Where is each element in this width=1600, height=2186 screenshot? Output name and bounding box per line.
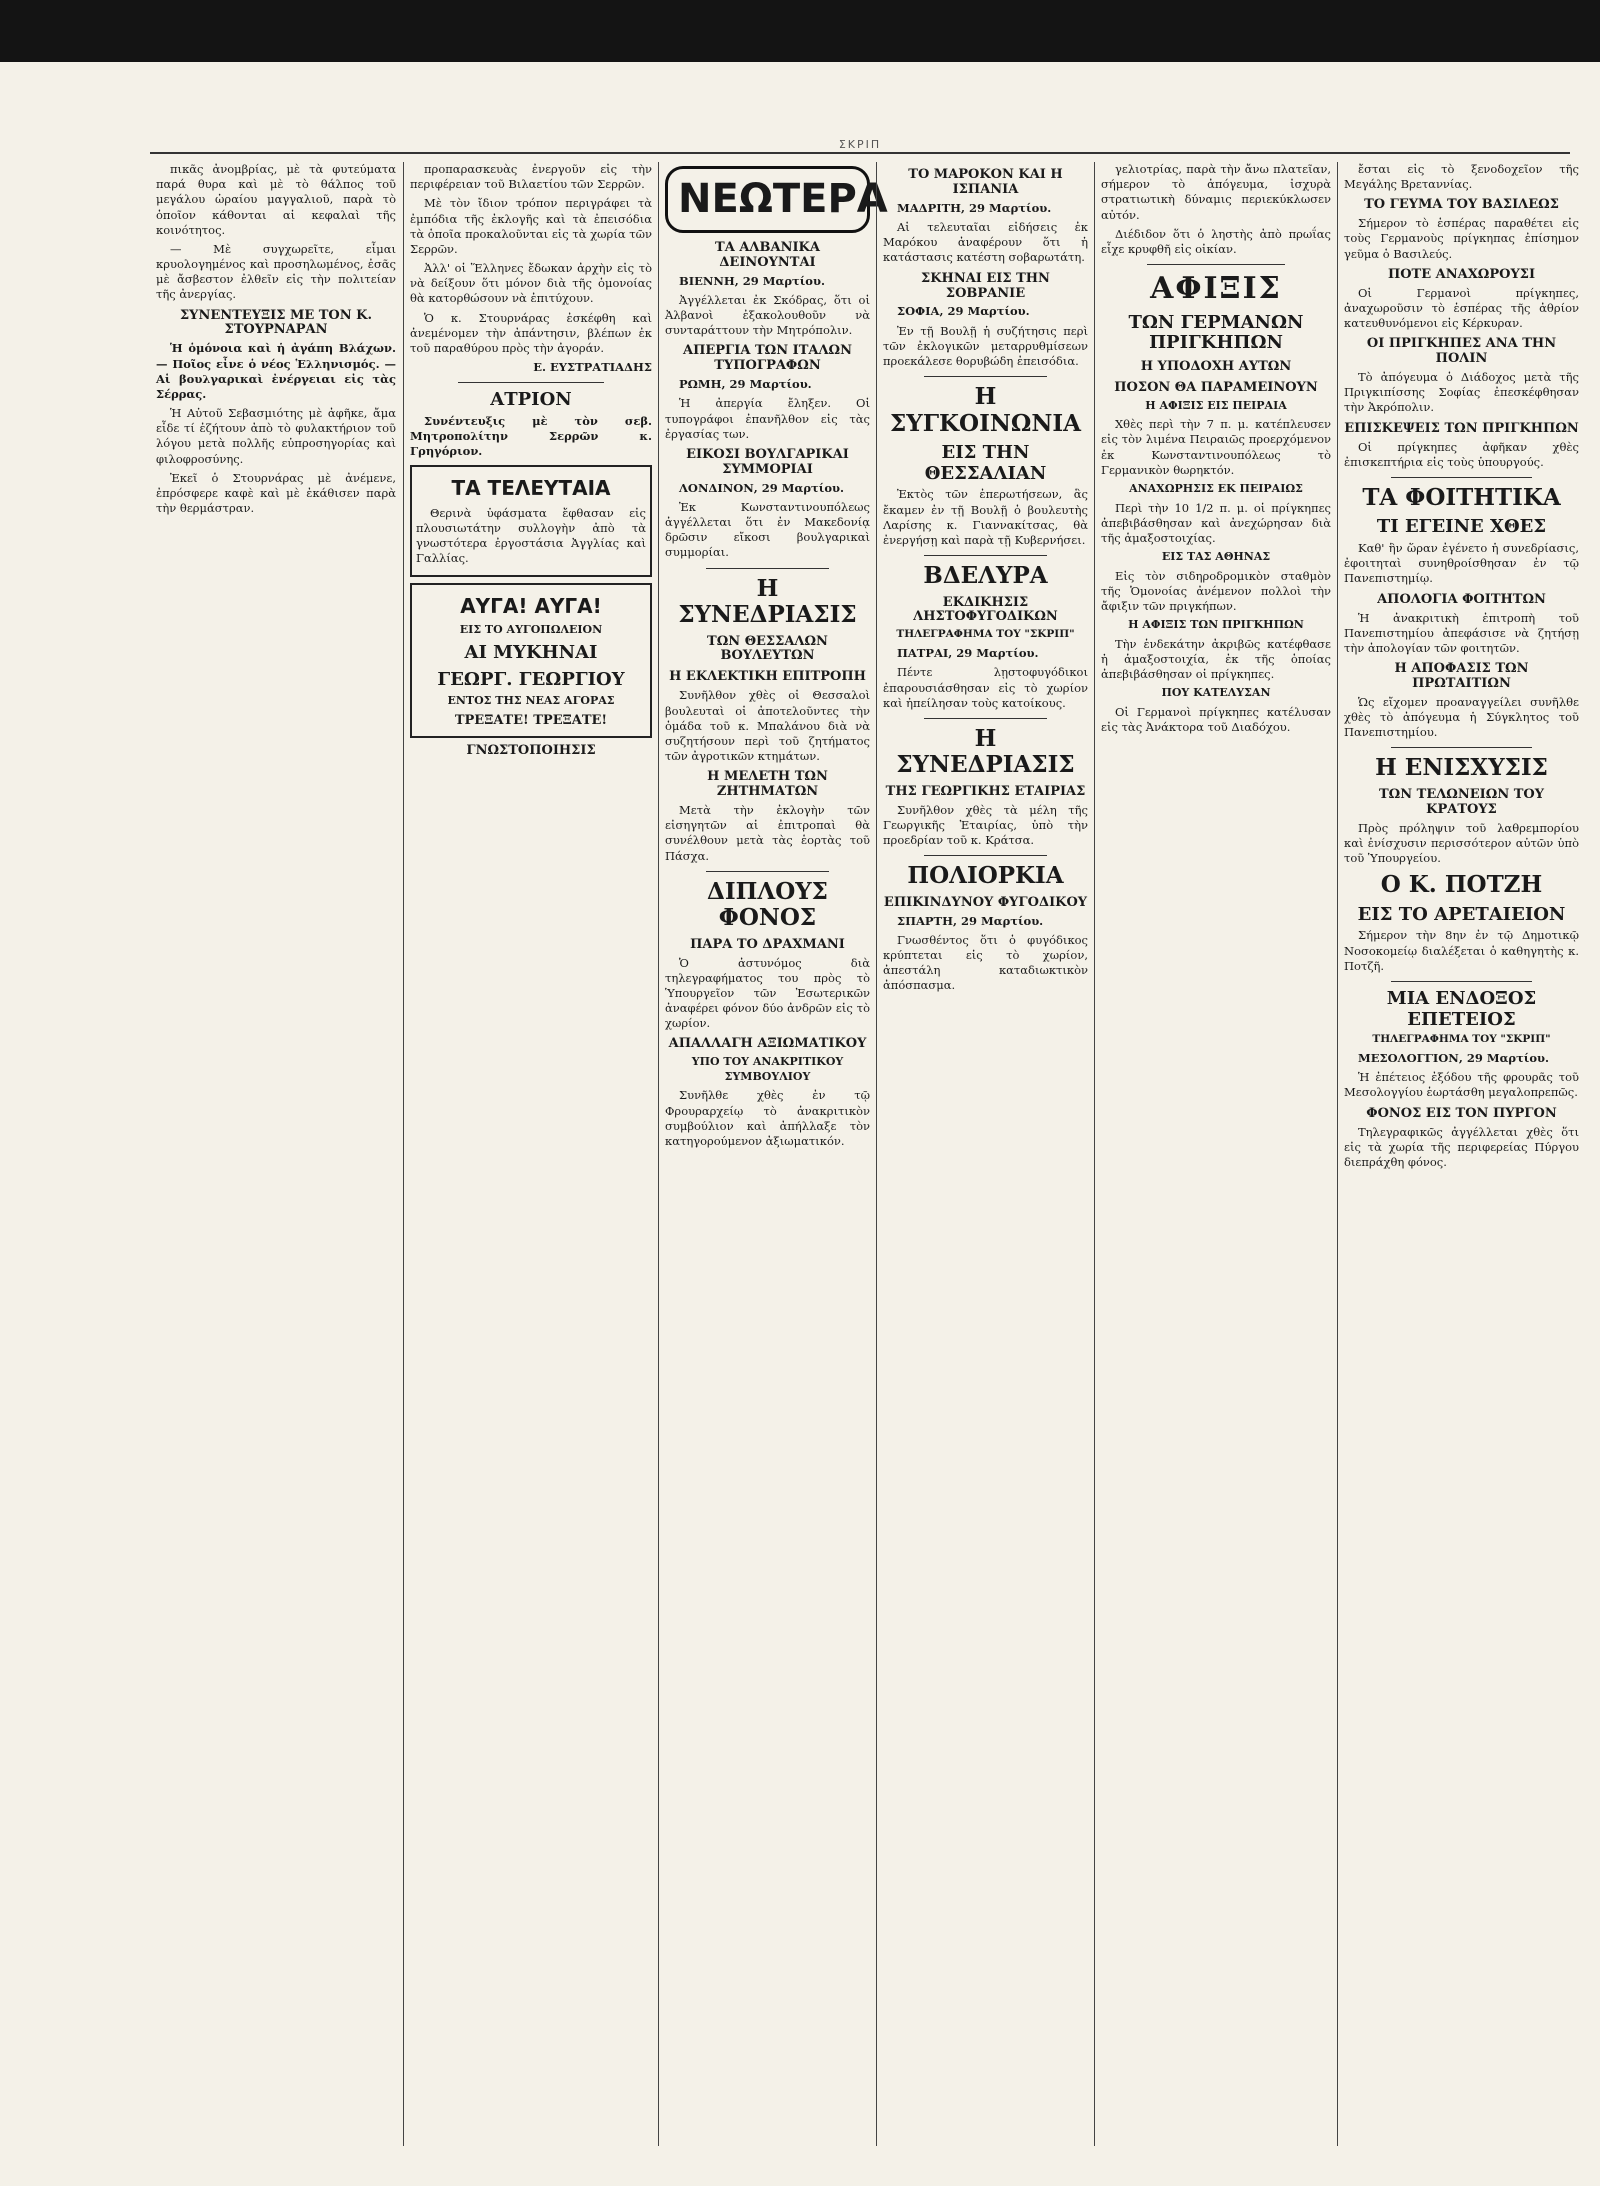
masthead-letter: Ε: [800, 176, 828, 222]
advert-title: ΤΑ ΤΕΛΕΥΤΑΙΑ: [451, 476, 611, 501]
section-subheading: ΑΝΑΧΩΡΗΣΙΣ ΕΚ ΠΕΙΡΑΙΩΣ: [1129, 481, 1303, 495]
section-heading: ΑΠΕΡΓΙΑ ΤΩΝ ΙΤΑΛΩΝ ΤΥΠΟΓΡΑΦΩΝ: [682, 343, 852, 374]
section-subheading: ΥΠΟ ΤΟΥ ΑΝΑΚΡΙΤΙΚΟΥ ΣΥΜΒΟΥΛΙΟΥ: [691, 1055, 844, 1083]
article-text: Ἡ ἐπέτειος ἐξόδου τῆς φρουρᾶς τοῦ Μεσολογγίου ἑωρτάσθη μεγαλοπρεπῶς.: [1344, 1070, 1579, 1100]
telegram-label: ΤΗΛΕΓΡΑΦΗΜΑ ΤΟΥ "ΣΚΡΙΠ": [1372, 1033, 1551, 1046]
dateline: ΛΟΝΔΙΝΟΝ, 29 Μαρτίου.: [679, 480, 844, 495]
article-text: Τὸ ἀπόγευμα ὁ Διάδοχος μετὰ τῆς Πριγκιπίσσης Σοφίας ἐπεσκέφθησαν τὴν Ἀκρόπολιν.: [1344, 370, 1579, 415]
section-heading: ΦΟΝΟΣ ΕΙΣ ΤΟΝ ΠΥΡΓΟΝ: [1366, 1105, 1557, 1121]
section-heading: ΕΙΚΟΣΙ ΒΟΥΛΓΑΡΙΚΑΙ ΣΥΜΜΟΡΙΑΙ: [686, 446, 849, 477]
article-text: Ἡ ἀπεργία ἔληξεν. Οἱ τυπογράφοι ἐπανῆλθον εἰς τὰς ἐργασίας των.: [665, 396, 870, 441]
dateline: ΜΑΔΡΙΤΗ, 29 Μαρτίου.: [897, 200, 1052, 215]
advert-text: Θερινὰ ὑφάσματα ἔφθασαν εἰς πλουσιωτάτην συλλογὴν ἀπὸ τὰ γνωστότερα ἐργοστάσια Ἀγγλίας καὶ Γαλλίας.: [416, 505, 646, 566]
article-text: Διέδιδον ὅτι ὁ ληστὴς ἀπὸ πρωΐας εἶχε κρυφθῆ εἰς οἰκίαν.: [1101, 226, 1331, 256]
article-text: Πρὸς πρόληψιν τοῦ λαθρεμπορίου καὶ ἐνίσχυσιν περισσότερον αὐτῶν ὑπὸ τοῦ Ὑπουργείου.: [1344, 820, 1579, 866]
article-text: — Μὲ συγχωρεῖτε, εἶμαι κρυολογημένος καὶ προσηλωμένος, ἐσᾶς μὲ ἄσβεστον ἐλθεῖν εἰς τὴν πολιτείαν τῆς ἀνεργίας.: [156, 241, 396, 302]
section-heading: ΕΠΙΣΚΕΨΕΙΣ ΤΩΝ ΠΡΙΓΚΗΠΩΝ: [1344, 420, 1579, 436]
advert-heading: ΤΡΕΞΑΤΕ! ΤΡΕΞΑΤΕ!: [454, 713, 608, 729]
article-text: Ὡς εἴχομεν προαναγγείλει συνῆλθε χθὲς τὸ ἀπόγευμα ἡ Σύγκλητος τοῦ Πανεπιστημίου.: [1344, 694, 1579, 740]
section-heading: Η ΣΥΓΚΟΙΝΩΝΙΑ: [890, 383, 1081, 437]
section-subheading: ΕΙΣ ΤΑΣ ΑΘΗΝΑΣ: [1161, 550, 1271, 564]
section-heading: Ο Κ. ΠΟΤΖΗ: [1380, 871, 1543, 899]
column-2: [403, 162, 658, 2146]
section-subheading: ΤΩΝ ΘΕΣΣΑΛΩΝ ΒΟΥΛΕΥΤΩΝ: [707, 633, 828, 664]
masthead-letter: Ε: [711, 176, 739, 222]
column-6: [1337, 162, 1585, 2146]
section-heading: ΒΔΕΛΥΡΑ: [923, 562, 1048, 590]
advert-box: [410, 583, 652, 739]
section-subheading: ΕΠΙΚΙΝΔΥΝΟΥ ΦΥΓΟΔΙΚΟΥ: [883, 894, 1088, 910]
section-heading: Η ΣΥΝΕΔΡΙΑΣΙΣ: [678, 574, 857, 629]
section-subheading: ΕΙΣ ΤΗΝ ΘΕΣΣΑΛΙΑΝ: [924, 442, 1047, 484]
masthead-letter: Ρ: [827, 176, 857, 222]
article-text: ἔσται εἰς τὸ ξενοδοχεῖον τῆς Μεγάλης Βρεταννίας.: [1344, 162, 1579, 192]
article-text: πικᾶς ἀνομβρίας, μὲ τὰ φυτεύματα παρά θυρα καὶ μὲ τὸ θάλπος τοῦ μεγάλου ὠραίου μαγγαλιοῦ, παρὰ τὸ ὁποῖον κάθονται αἱ κεφαλαὶ τῆς κοινότητος.: [156, 162, 396, 237]
dateline: ΒΙΕΝΝΗ, 29 Μαρτίου.: [679, 273, 825, 288]
section-heading: ΤΑ ΑΛΒΑΝΙΚΑ ΔΕΙΝΟΥΝΤΑΙ: [715, 239, 820, 270]
section-subheading: ΤΩΝ ΓΕΡΜΑΝΩΝ ΠΡΙΓΚΗΠΩΝ: [1128, 311, 1304, 354]
article-text: Ἡ Αὐτοῦ Σεβασμιότης μὲ ἀφῆκε, ἄμα εἶδε τί ἐζήτουν ἀπὸ τὸ φυλακτήριον τοῦ λόγου μετὰ πολλῆς εὐπροσηγορίας καὶ φιλοφροσύνης.: [156, 406, 396, 466]
article-text: Περὶ τὴν 10 1/2 π. μ. οἱ πρίγκηπες ἀπεβιβάσθησαν καὶ ἀνεχώρησαν διὰ τῆς ἁμαξοστοιχίας.: [1101, 500, 1331, 545]
section-heading: ΜΙΑ ΕΝΔΟΞΟΣ ΕΠΕΤΕΙΟΣ: [1386, 987, 1537, 1030]
article-text: Συνῆλθον χθὲς οἱ Θεσσαλοὶ βουλευταὶ οἱ ἀποτελοῦντες τὴν ὁμάδα τοῦ κ. Μπαλάνου διὰ νὰ συζητήσουν περὶ τοῦ ζητήματος τῶν ἀγροτικῶν κτημάτων.: [665, 688, 870, 764]
author-signature: Ε. ΕΥΣΤΡΑΤΙΑΔΗΣ: [533, 360, 652, 375]
article-text: Οἱ Γερμανοὶ πρίγκηπες, ἀναχωροῦσιν τὸ ἑσπέρας τῆς ἀθρίον κατευθυνόμενοι εἰς Κέρκυραν.: [1344, 285, 1579, 331]
article-text: Ἀλλ' οἱ Ἕλληνες ἔδωκαν ἀρχὴν εἰς τὸ νὰ δείξουν ὅτι μόνον διὰ τῆς ὁμονοίας θὰ κατορθώσουν νὰ ἐπιτύχουν.: [410, 261, 652, 306]
article-text: Μὲ τὸν ἴδιον τρόπον περιγράφει τὰ ἐμπόδια τῆς ἐκλογῆς καὶ τὰ ἐπεισόδια τὰ ὁποῖα προκαλοῦνται εἰς τὰ χωρία τῶν Σερρῶν.: [410, 196, 652, 256]
running-head: ΣΚΡΙΠ: [150, 138, 1570, 154]
section-heading: ΤΟ ΜΑΡΟΚΟΝ ΚΑΙ Η ΙΣΠΑΝΙΑ: [908, 167, 1063, 197]
section-heading: ΑΠΟΛΟΓΙΑ ΦΟΙΤΗΤΩΝ: [1377, 591, 1546, 607]
section-heading: ΣΥΝΕΝΤΕΥΞΙΣ ΜΕ ΤΟΝ Κ. ΣΤΟΥΡΝΑΡΑΝ: [179, 307, 372, 338]
section-subheading: ΕΚΔΙΚΗΣΙΣ ΛΗΣΤΟΦΥΓΟΔΙΚΩΝ: [913, 594, 1058, 625]
section-heading: Η ΑΠΟΦΑΣΙΣ ΤΩΝ ΠΡΩΤΑΙΤΙΩΝ: [1394, 661, 1529, 691]
article-text: Τὴν ἑνδεκάτην ἀκριβῶς κατέφθασε ἡ ἁμαξοστοιχία, ἐκ τῆς ὁποίας ἀπεβιβάσθησαν οἱ πρίγκηπες.: [1101, 636, 1331, 681]
article-text: Ἐκ Κωνσταντινουπόλεως ἀγγέλλεται ὅτι ἐν Μακεδονίᾳ δρῶσιν εἴκοσι βουλγαρικαὶ συμμορίαι.: [665, 499, 870, 560]
section-heading: ΤΟ ΓΕΥΜΑ ΤΟΥ ΒΑΣΙΛΕΩΣ: [1364, 197, 1559, 213]
column-5: [1094, 162, 1337, 2146]
section-heading: ΤΑ ΦΟΙΤΗΤΙΚΑ: [1362, 483, 1561, 511]
article-text: Σήμερον τὴν 8ην ἐν τῷ Δημοτικῷ Νοσοκομείῳ διαλέξεται ὁ καθηγητὴς κ. Ποτζῆ.: [1344, 928, 1579, 973]
article-text: Ὁ ἀστυνόμος διὰ τηλεγραφήματος του πρὸς τὸ Ὑπουργεῖον τῶν Ἐσωτερικῶν ἀναφέρει φόνον δύο ἀνδρῶν εἰς τὸ χωρίον.: [665, 955, 870, 1031]
section-subheading: Η ΑΦΙΞΙΣ ΕΙΣ ΠΕΙΡΑΙΑ: [1145, 398, 1287, 412]
article-text: Μετὰ τὴν ἐκλογὴν τῶν εἰσηγητῶν αἱ ἐπιτροπαὶ θὰ συνέλθουν μετὰ τὰς ἑορτὰς τοῦ Πάσχα.: [665, 803, 870, 863]
advert-title: ΑΥΓΑ! ΑΥΓΑ!: [460, 593, 602, 618]
dateline: ΣΠΑΡΤΗ, 29 Μαρτίου.: [897, 913, 1044, 928]
dateline: ΠΑΤΡΑΙ, 29 Μαρτίου.: [897, 646, 1039, 661]
advert-subtitle: ΕΝΤΟΣ ΤΗΣ ΝΕΑΣ ΑΓΟΡΑΣ: [447, 693, 615, 707]
section-heading: ΑΦΙΞΙΣ: [1150, 271, 1282, 307]
article-text: Ἐκεῖ ὁ Στουρνάρας μὲ ἀνέμενε, ἐπρόσφερε καφὲ καὶ μὲ ἐκάθισεν παρὰ τὴν θερμάστραν.: [156, 470, 396, 516]
masthead-letter: Ν: [678, 176, 712, 222]
section-heading: ΔΙΠΛΟΥΣ ΦΟΝΟΣ: [707, 877, 828, 932]
article-text: Ἡ ἀνακριτικὴ ἐπιτροπὴ τοῦ Πανεπιστημίου ἀπεφάσισε νὰ ζητήσῃ τὴν ἀπολογίαν τῶν φοιτητῶν.: [1344, 610, 1579, 655]
section-subheading: Η ΑΦΙΞΙΣ ΤΩΝ ΠΡΙΓΚΗΠΩΝ: [1128, 618, 1304, 632]
section-subheading: ΕΙΣ ΤΟ ΑΡΕΤΑΙΕΙΟΝ: [1357, 903, 1566, 925]
masthead-letter: Ω: [738, 176, 773, 222]
section-heading: Η ΕΝΙΣΧΥΣΙΣ: [1375, 754, 1548, 782]
article-text: Εἰς τὸν σιδηροδρομικὸν σταθμὸν τῆς Ὁμονοίας ἀνέμενον πολλοὶ τὴν ἄφιξιν τῶν πριγκήπων.: [1101, 568, 1331, 613]
article-text: Ἐκτὸς τῶν ἐπερωτήσεων, ἃς ἔκαμεν ἐν τῇ Βουλῇ ὁ βουλευτὴς Λαρίσης κ. Γιαννακίτσας, θὰ ἐνεργήσῃ καὶ παρὰ τῇ Κυβερνήσει.: [883, 487, 1088, 547]
article-text: Σήμερον τὸ ἑσπέρας παραθέτει εἰς τοὺς Γερμανοὺς πρίγκηπας ἐπίσημον γεῦμα ὁ Βασιλεύς.: [1344, 216, 1579, 261]
article-text: γελιοτρίας, παρὰ τὴν ἄνω πλατεῖαν, σήμερον τὸ ἀπόγευμα, ἰσχυρὰ στρατιωτικὴ δύναμις περιεκύκλωσεν αὐτόν.: [1101, 162, 1331, 222]
article-text: Ἀγγέλλεται ἐκ Σκόδρας, ὅτι οἱ Ἀλβανοὶ ἐξακολουθοῦν νὰ συνταράττουν τὴν Μητρόπολιν.: [665, 292, 870, 338]
dateline: ΣΟΦΙΑ, 29 Μαρτίου.: [897, 304, 1030, 319]
article-text: προπαρασκευὰς ἐνεργοῦν εἰς τὴν περιφέρειαν τοῦ Βιλαετίου τῶν Σερρῶν.: [410, 162, 652, 192]
article-text: Οἱ πρίγκηπες ἀφῆκαν χθὲς ἐπισκεπτήρια εἰς τοὺς ὑπουργούς.: [1344, 439, 1579, 469]
article-text: Συνῆλθον χθὲς τὰ μέλη τῆς Γεωργικῆς Ἑταιρίας, ὑπὸ τὴν προεδρίαν τοῦ κ. Κράτσα.: [883, 802, 1088, 848]
masthead-neotera: [665, 166, 888, 233]
section-subheading: Η ΜΕΛΕΤΗ ΤΩΝ ΖΗΤΗΜΑΤΩΝ: [707, 769, 828, 800]
article-text: Χθὲς περὶ τὴν 7 π. μ. κατέπλευσεν εἰς τὸν λιμένα Πειραιῶς προερχόμενον ἐκ Κωνσταντινουπόλεως τὸ Γερμανικὸν θωρηκτόν.: [1101, 417, 1331, 477]
section-subheading: ΠΟΥ ΚΑΤΕΛΥΣΑΝ: [1161, 686, 1271, 700]
masthead-letter: Α: [856, 176, 888, 222]
article-text: Καθ' ἣν ὥραν ἐγένετο ἡ συνεδρίασις, ἐφοιτηταὶ συνηθροίσθησαν ἐν τῷ Πανεπιστημίῳ.: [1344, 541, 1579, 586]
article-text: Γνωσθέντος ὅτι ὁ φυγόδικος κρύπτεται εἰς τὸ χωρίον, ἀπεστάλη καταδιωκτικὸν ἀπόσπασμα.: [883, 932, 1088, 993]
section-heading: ΠΟΛΙΟΡΚΙΑ: [907, 862, 1064, 890]
article-text: Συνῆλθε χθὲς ἐν τῷ Φρουραρχείῳ τὸ ἀνακριτικὸν συμβούλιον καὶ ἀπήλλαξε τὸν κατηγορούμενον ἀξιωματικόν.: [665, 1088, 870, 1148]
section-heading: ΑΠΑΛΛΑΓΗ ΑΞΙΩΜΑΤΙΚΟΥ: [668, 1036, 867, 1052]
section-subheading: ΤΙ ΕΓΕΙΝΕ ΧΘΕΣ: [1376, 516, 1547, 538]
section-subheading: ΠΑΡΑ ΤΟ ΔΡΑΧΜΑΝΙ: [690, 936, 845, 952]
dateline: ΜΕΣΟΛΟΓΓΙΟΝ, 29 Μαρτίου.: [1358, 1051, 1550, 1066]
section-heading: ΠΟΤΕ ΑΝΑΧΩΡΟΥΣΙ: [1387, 266, 1536, 282]
dateline: ΡΩΜΗ, 29 Μαρτίου.: [679, 377, 812, 392]
section-heading: ΓΝΩΣΤΟΠΟΙΗΣΙΣ: [466, 743, 596, 759]
article-text: Τηλεγραφικῶς ἀγγέλλεται χθὲς ὅτι εἰς τὰ χωρία τῆς περιφερείας Πύργου διεπράχθη φόνος.: [1344, 1124, 1579, 1169]
advert-subtitle: ΕΙΣ ΤΟ ΑΥΓΟΠΩΛΕΙΟΝ: [459, 622, 603, 636]
article-text: Ὁ κ. Στουρνάρας ἐσκέφθη καὶ ἀνεμένομεν τὴν ἀπάντησιν, βλέπων ἐκ τοῦ παραθύρου πρὸς τὴν ἀγοράν.: [410, 310, 652, 355]
advert-box: [410, 465, 652, 576]
article-text: Ἐν τῇ Βουλῇ ἡ συζήτησις περὶ τῶν ἐκλογικῶν μεταρρυθμίσεων προεκάλεσε θορυβώδη ἐπεισόδια.: [883, 323, 1088, 368]
column-3: [658, 162, 888, 2146]
article-text: Πέντε λῃστοφυγόδικοι ἐπαρουσιάσθησαν εἰς τὸ χωρίον καὶ ἠπείλησαν τοὺς κατοίκους.: [883, 665, 1088, 710]
section-subheading: ΤΩΝ ΤΕΛΩΝΕΙΩΝ ΤΟΥ ΚΡΑΤΟΥΣ: [1378, 786, 1545, 817]
section-heading: ΑΤΡΙΟΝ: [490, 389, 572, 411]
section-subheading: Η ΕΚΛΕΚΤΙΚΗ ΕΠΙΤΡΟΠΗ: [669, 669, 866, 685]
article-text: Οἱ Γερμανοὶ πρίγκηπες κατέλυσαν εἰς τὰς Ἀνάκτορα τοῦ Διαδόχου.: [1101, 704, 1331, 734]
section-heading: ΣΚΗΝΑΙ ΕΙΣ ΤΗΝ ΣΟΒΡΑΝΙΕ: [921, 270, 1050, 301]
advert-heading: ΓΕΩΡΓ. ΓΕΩΡΓΙΟΥ: [437, 669, 625, 691]
section-heading: ΟΙ ΠΡΙΓΚΗΠΕΣ ΑΝΑ ΤΗΝ ΠΟΛΙΝ: [1366, 336, 1557, 367]
column-1: [150, 162, 402, 2146]
section-subheading: Η ΥΠΟΔΟΧΗ ΑΥΤΩΝ: [1140, 358, 1292, 374]
section-subheading: ΤΗΣ ΓΕΩΡΓΙΚΗΣ ΕΤΑΙΡΙΑΣ: [885, 783, 1086, 799]
scan-dark-edge: [0, 0, 1600, 62]
column-4: [876, 162, 1094, 2146]
article-summary: Ἡ ὁμόνοια καὶ ἡ ἀγάπη Βλάχων. — Ποῖος εἶνε ὁ νέος Ἑλληνισμός. — Αἱ βουλγαρικαὶ ἐνέργειαι εἰς τὰς Σέρρας.: [156, 341, 396, 401]
masthead-letter: Τ: [772, 176, 801, 222]
telegram-label: ΤΗΛΕΓΡΑΦΗΜΑ ΤΟΥ "ΣΚΡΙΠ": [896, 628, 1075, 641]
article-text: Συνέντευξις μὲ τὸν σεβ. Μητροπολίτην Σερρῶν κ. Γρηγόριον.: [410, 413, 652, 459]
advert-heading: ΑΙ ΜΥΚΗΝΑΙ: [464, 642, 598, 664]
article-text: Αἱ τελευταῖαι εἰδήσεις ἐκ Μαρόκου ἀναφέρουν ὅτι ἡ κατάστασις κατέστη σοβαρωτάτη.: [883, 220, 1088, 265]
section-subheading: ΠΟΣΟΝ ΘΑ ΠΑΡΑΜΕΙΝΟΥΝ: [1114, 379, 1318, 395]
section-heading: Η ΣΥΝΕΔΡΙΑΣΙΣ: [896, 724, 1075, 779]
